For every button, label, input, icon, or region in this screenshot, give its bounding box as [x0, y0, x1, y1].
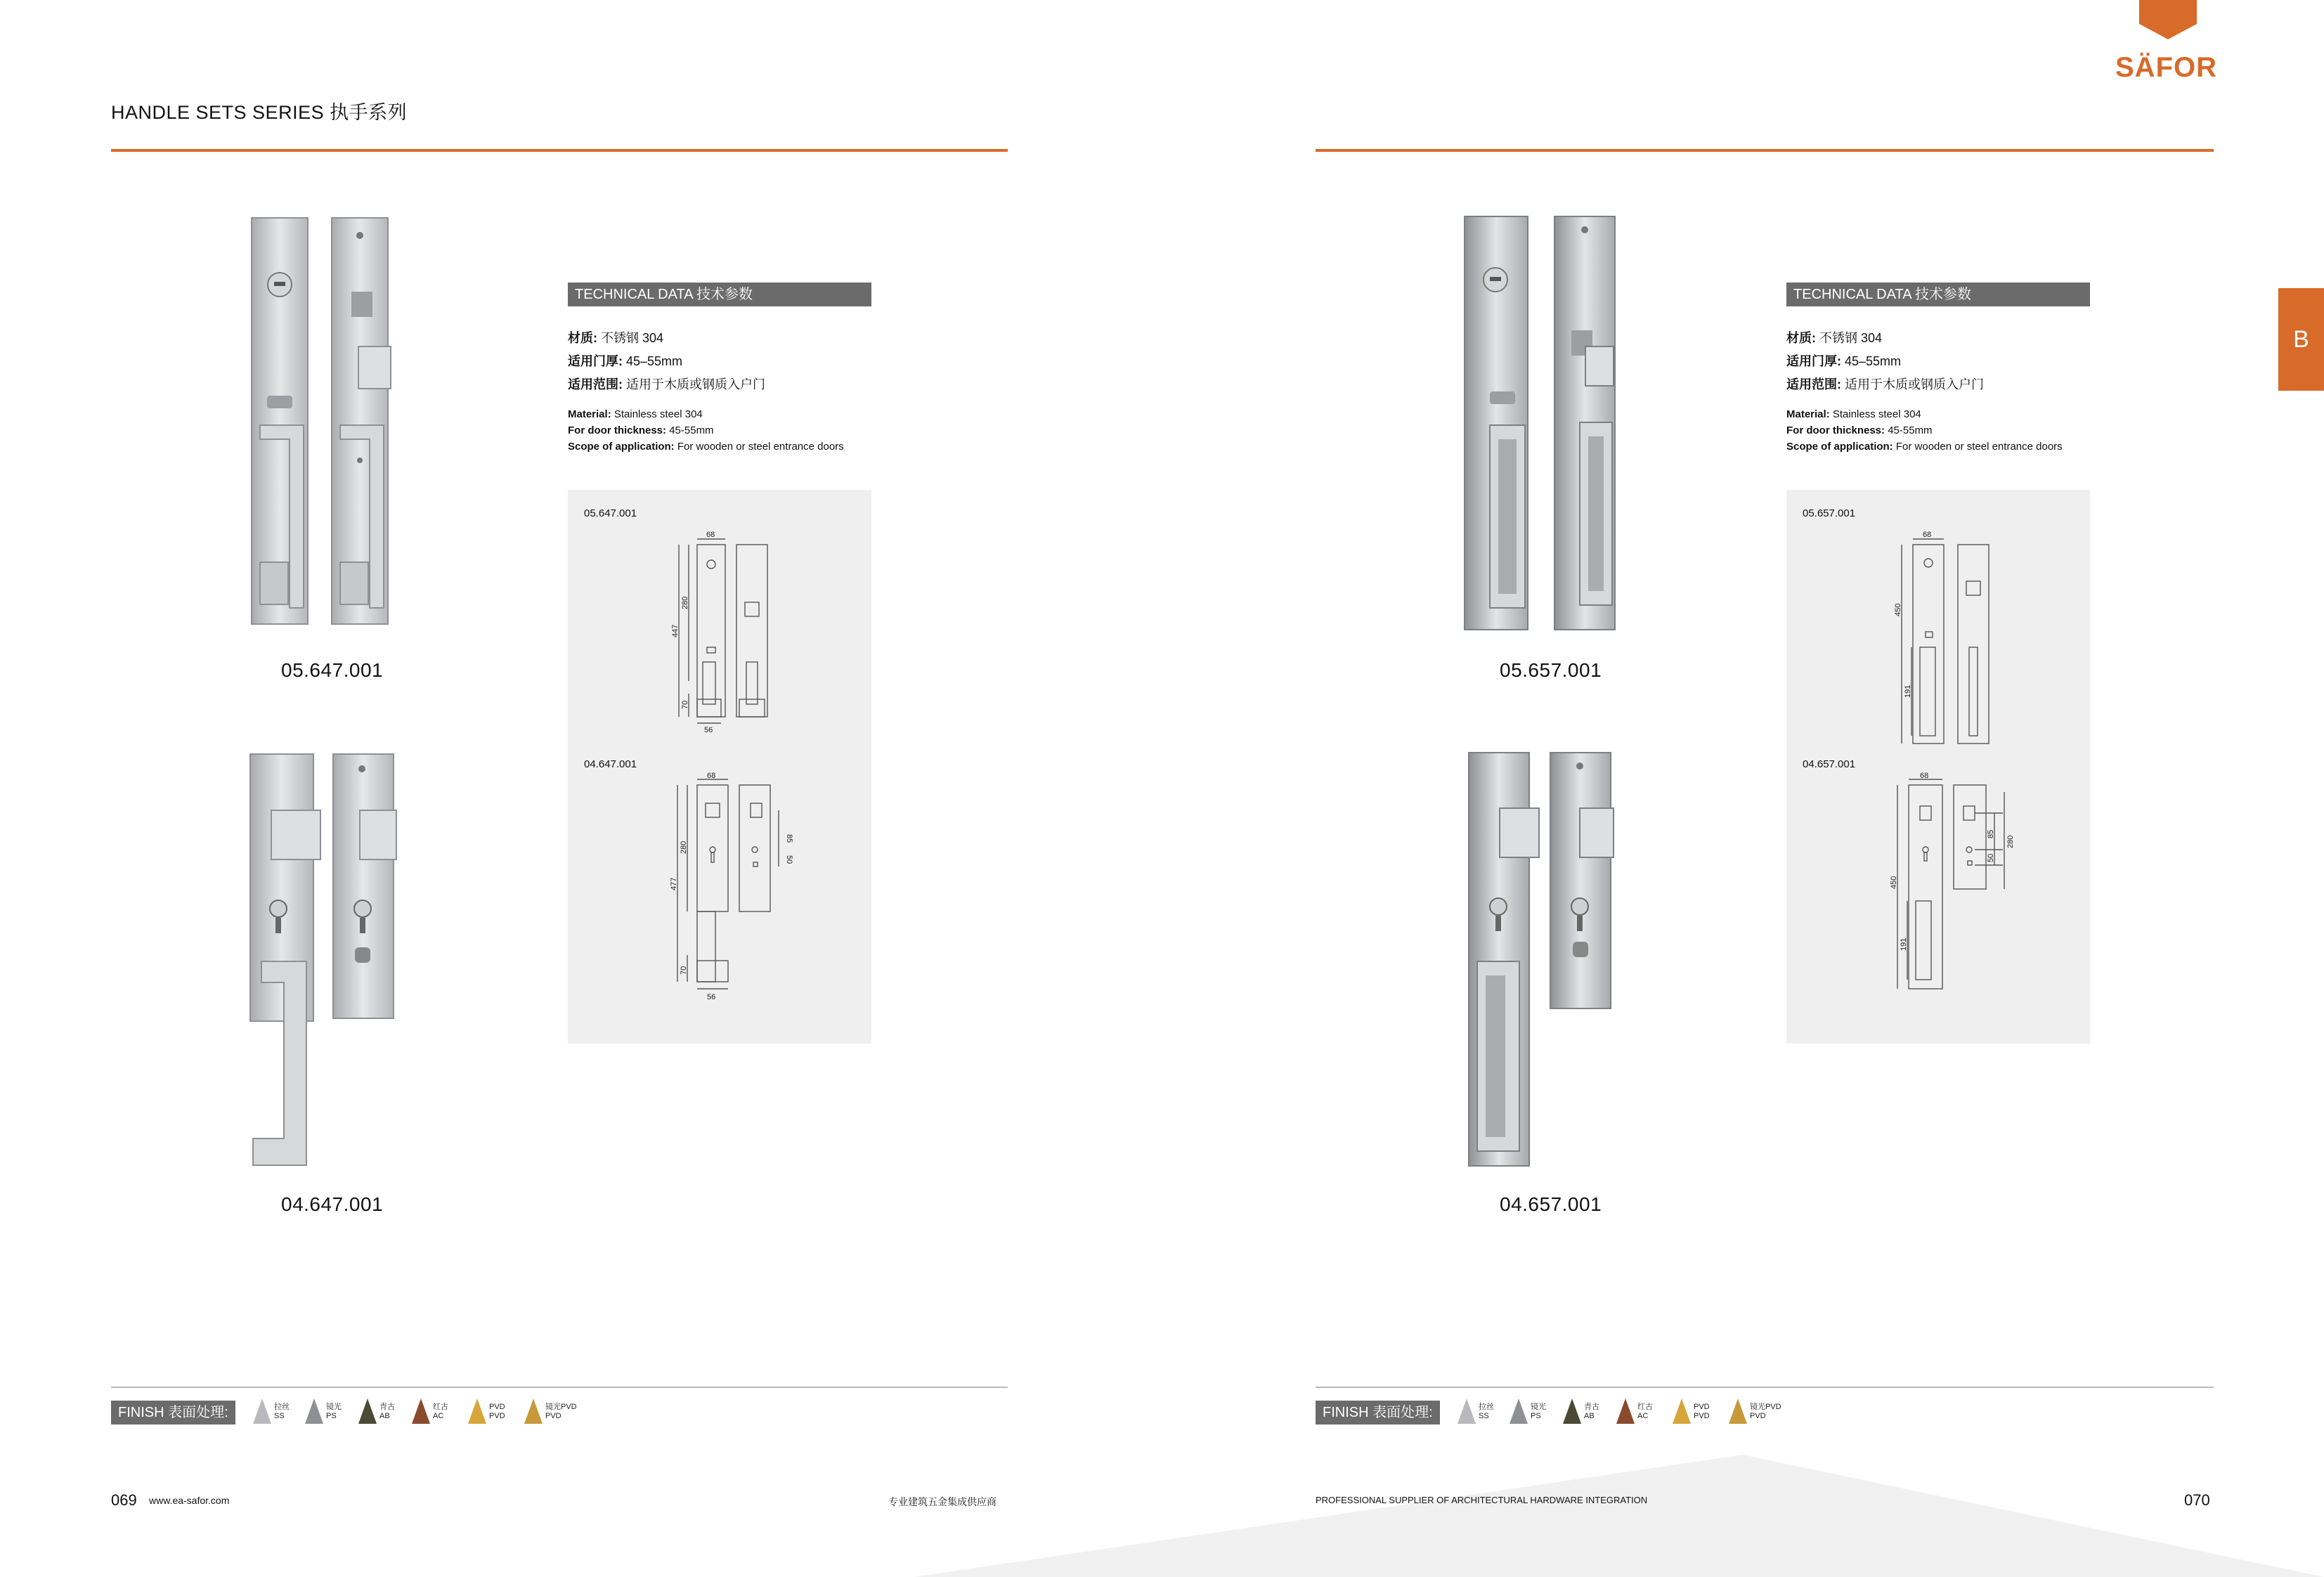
finish-swatch-ac-icon: [1615, 1398, 1636, 1427]
footer-slogan-cn: 专业建筑五金集成供应商: [888, 1496, 997, 1507]
dim-label: 56: [707, 993, 716, 1001]
drawing-code: 04.647.001: [584, 758, 637, 770]
dim-label: 280: [681, 596, 689, 609]
dim-label: 68: [1920, 772, 1929, 780]
header-rule-right: [1316, 149, 2214, 152]
page-title: HANDLE SETS SERIES 执手系列: [111, 102, 408, 123]
dim-label: 280: [680, 841, 688, 854]
drawing-code: 05.647.001: [584, 507, 637, 519]
finish-swatch-ac-icon: [410, 1398, 431, 1427]
dim-label: 450: [1890, 876, 1898, 889]
section-tab-b[interactable]: B: [2278, 288, 2324, 391]
technical-data-tag: TECHNICAL DATA 技术参数: [1786, 283, 2090, 306]
dim-label: 56: [704, 726, 713, 734]
dim-label: 68: [1923, 531, 1932, 539]
finish-swatch-ab-icon: [357, 1398, 378, 1427]
dim-label: 477: [670, 877, 678, 890]
dim-label: 191: [1900, 937, 1908, 951]
dim-label: 447: [671, 624, 680, 637]
technical-drawing-panel: [568, 490, 871, 1044]
product-code: 04.647.001: [281, 1193, 384, 1215]
drawing-05-657-001: [1871, 518, 2025, 757]
footer-slogan-en: PROFESSIONAL SUPPLIER OF ARCHITECTURAL HARDWARE INTEGRATION: [1316, 1495, 1648, 1505]
dim-label: 450: [1894, 603, 1902, 616]
background-wedge: [914, 1455, 2324, 1577]
dim-label: 85: [1987, 829, 1995, 838]
dim-label: 68: [706, 531, 715, 539]
finish-swatch-ps-icon: [1508, 1398, 1529, 1427]
header-rule-left: [111, 149, 1008, 152]
logo-text: SÄFOR: [2115, 52, 2217, 83]
finish-swatch-ab-icon: [1562, 1398, 1583, 1427]
page-number-right: 070: [2184, 1491, 2210, 1509]
drawing-04-657-001: [1864, 771, 2032, 1010]
product-image-05-647-001: [246, 214, 394, 629]
product-code: 05.647.001: [281, 659, 384, 681]
product-image-04-647-001: [246, 751, 397, 1169]
dim-label: 70: [681, 700, 689, 709]
finish-swatch-pvd-icon: [467, 1398, 488, 1427]
technical-data-tag: TECHNICAL DATA 技术参数: [568, 283, 871, 306]
brand-logo: [2112, 0, 2218, 84]
dim-label: 50: [1987, 853, 1995, 862]
dim-label: 85: [785, 834, 793, 843]
drawing-04-647-001: [652, 771, 807, 1003]
drawing-code: 04.657.001: [1803, 758, 1856, 770]
dim-label: 280: [2006, 835, 2015, 848]
specs-en: Material: Stainless steel 304 For door thickness: 45-55mm Scope of application: For wooden or steel entrance doors: [1786, 408, 2063, 453]
drawing-code: 05.657.001: [1803, 507, 1856, 519]
product-code: 05.657.001: [1500, 659, 1602, 681]
dim-label: 70: [680, 966, 688, 975]
drawing-05-647-001: [659, 518, 800, 734]
product-image-05-657-001: [1462, 214, 1616, 632]
footer-rule-left: [111, 1387, 1008, 1388]
dim-label: 68: [707, 772, 716, 780]
product-image-04-657-001: [1462, 751, 1616, 1169]
specs-cn: 材质: 不锈钢 304 适用门厚: 45–55mm 适用范围: 适用于木质或钢质入户门: [1786, 331, 1984, 391]
logo-mark-icon: [2139, 0, 2197, 39]
finish-swatch-mirror-pvd-icon: [523, 1398, 544, 1427]
finish-swatch-ps-icon: [304, 1398, 325, 1427]
finish-swatch-ss-icon: [1456, 1398, 1477, 1427]
specs-cn: 材质: 不锈钢 304 适用门厚: 45–55mm 适用范围: 适用于木质或钢质入户门: [568, 331, 765, 391]
finish-swatch-pvd-icon: [1671, 1398, 1692, 1427]
technical-drawing-panel: [1786, 490, 2090, 1044]
dim-label: 50: [785, 855, 793, 864]
page-number-left: 069: [111, 1491, 137, 1509]
finish-swatch-ss-icon: [252, 1398, 273, 1427]
finish-label: FINISH 表面处理:: [1316, 1401, 1440, 1425]
finish-swatch-mirror-pvd-icon: [1727, 1398, 1748, 1427]
product-code: 04.657.001: [1500, 1193, 1602, 1215]
specs-en: Material: Stainless steel 304 For door thickness: 45-55mm Scope of application: For wooden or steel entrance doors: [568, 408, 844, 453]
footer-rule-right: [1316, 1387, 2214, 1388]
finish-label: FINISH 表面处理:: [111, 1401, 235, 1425]
website-link[interactable]: www.ea-safor.com: [149, 1495, 230, 1506]
dim-label: 191: [1904, 684, 1912, 698]
